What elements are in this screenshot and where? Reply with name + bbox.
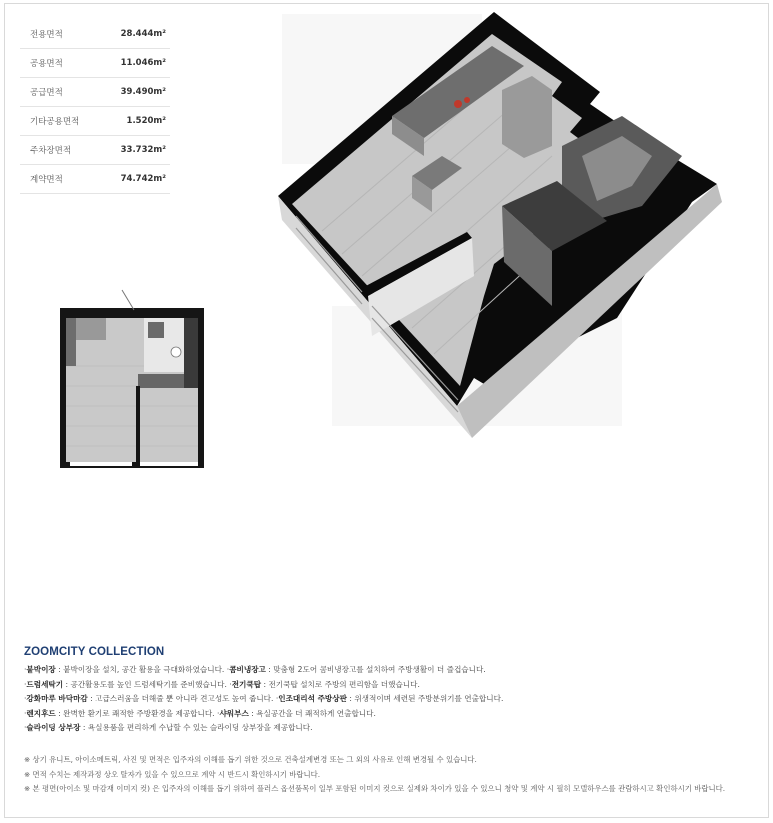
feature-desc: : 전기쿡탑 설치로 주방의 편리함을 더했습니다. (261, 679, 420, 689)
feature-line: ·강화마루 바닥마감 : 고급스러움을 더해줄 뿐 아니라 견고성도 높여 줍니다. ·인조대리석 주방상판 : 위생적이며 세련된 주방분위기를 연출합니다. (24, 694, 504, 703)
note-line: ※ 본 평면(아이소 및 마감재 이미지 컷) 은 입주자의 이해를 돕기 위하여 플러스 옵션품목이 일부 포함된 이미지 컷으로 실제와 차이가 있을 수 있으니 청약 및 계약 시 필히 모델하우스를 관람하시고 확인하시기 바랍니다. (24, 784, 726, 793)
area-row (20, 107, 170, 136)
plan-right-strip (184, 318, 198, 388)
feature-name: 전기쿡탑 (231, 679, 262, 689)
top-view-floor-plan (56, 286, 208, 472)
note-line: ※ 면적 수치는 제작과정 상오 탈자가 있을 수 있으므로 계약 시 반드시 확인하시기 바랍니다. (24, 769, 321, 779)
feature-desc: : 위생적이며 세련된 주방분위기를 연출합니다. (346, 694, 504, 703)
feature-line: ·슬라이딩 상부장 : 욕실용품을 편리하게 수납할 수 있는 슬라이딩 상부장을 제공합니다. (24, 723, 313, 732)
feature-desc: : 고급스러움을 더해줄 뿐 아니라 견고성도 높여 줍니다. (87, 694, 274, 703)
collection-title: ZOOMCITY COLLECTION (24, 646, 165, 658)
feature-name: 붙박이장 (26, 665, 56, 674)
isometric-floor-plan (262, 6, 732, 446)
area-value: 33.732m² (120, 145, 166, 155)
feature-name: 콤비냉장고 (229, 665, 266, 674)
area-label: 계약면적 (30, 175, 63, 185)
cooktop-burner (454, 100, 462, 108)
feature-name: 렌지후드 (26, 708, 56, 718)
feature-name: 인조대리석 주방상판 (278, 694, 347, 703)
area-value: 1.520m² (126, 116, 166, 126)
plan-partition (136, 386, 140, 462)
area-label: 공용면적 (30, 59, 63, 69)
feature-name: 샤워부스 (219, 708, 249, 718)
area-row (20, 49, 170, 78)
feature-desc: : 욕실용품을 편리하게 수납할 수 있는 슬라이딩 상부장을 제공합니다. (80, 723, 313, 732)
area-row (20, 136, 170, 165)
feature-desc: : 맞춤형 2도어 콤비냉장고를 설치하여 주방생활이 더 즐겁습니다. (265, 665, 486, 674)
feature-line: ·붙박이장 : 붙박이장을 설치, 공간 활용을 극대화하였습니다. ·콤비냉장고 : 맞춤형 2도어 콤비냉장고를 설치하여 주방생활이 더 즐겁습니다. (24, 665, 486, 674)
area-label: 주차장면적 (30, 146, 72, 156)
disclaimer-notes (24, 753, 764, 797)
feature-name: 드럼세탁기 (26, 679, 64, 689)
plan-kitchen-counter (66, 318, 76, 366)
note-line: ※ 상기 유니트, 아이소메트릭, 사진 및 면적은 입주자의 이해를 돕기 위한 것으로 건축설계변경 또는 그 외의 사유로 인해 변경될 수 있습니다. (24, 755, 477, 764)
feature-desc: : 완벽한 환기로 쾌적한 주방환경을 제공합니다. (55, 708, 215, 718)
feature-line: ·렌지후드 : 완벽한 환기로 쾌적한 주방환경을 제공합니다. ·샤워부스 : 욕실공간을 더 쾌적하게 연출합니다. (24, 708, 376, 718)
feature-name: 강화마루 바닥마감 (26, 694, 88, 703)
feature-line: ·드럼세탁기 : 공간활용도를 높인 드럼세탁기를 준비했습니다. ·전기쿡탑 : 전기쿡탑 설치로 주방의 편리함을 더했습니다. (24, 679, 420, 689)
area-value: 39.490m² (120, 87, 166, 97)
cooktop-burner (464, 97, 470, 103)
plan-wardrobe (138, 374, 184, 388)
plan-kitchen-block (76, 318, 106, 340)
area-label: 공급면적 (30, 88, 63, 98)
area-value: 11.046m² (120, 58, 166, 68)
area-label: 전용면적 (30, 30, 63, 40)
collection-section (24, 646, 764, 736)
area-table (20, 20, 170, 194)
area-row (20, 20, 170, 49)
area-value: 28.444m² (120, 29, 166, 39)
area-row (20, 78, 170, 107)
plan-shower (148, 322, 164, 338)
plan-door-swing (122, 290, 134, 310)
feature-desc: : 공간활용도를 높인 드럼세탁기를 준비했습니다. (63, 679, 227, 689)
plan-toilet (171, 347, 181, 357)
feature-desc: : 붙박이장을 설치, 공간 활용을 극대화하였습니다. (55, 665, 225, 674)
feature-desc: : 욕실공간을 더 쾌적하게 연출합니다. (248, 708, 376, 718)
area-label: 기타공용면적 (30, 117, 80, 127)
area-value: 74.742m² (120, 174, 166, 184)
feature-name: 슬라이딩 상부장 (26, 723, 81, 732)
area-row (20, 165, 170, 194)
refrigerator (502, 76, 552, 158)
